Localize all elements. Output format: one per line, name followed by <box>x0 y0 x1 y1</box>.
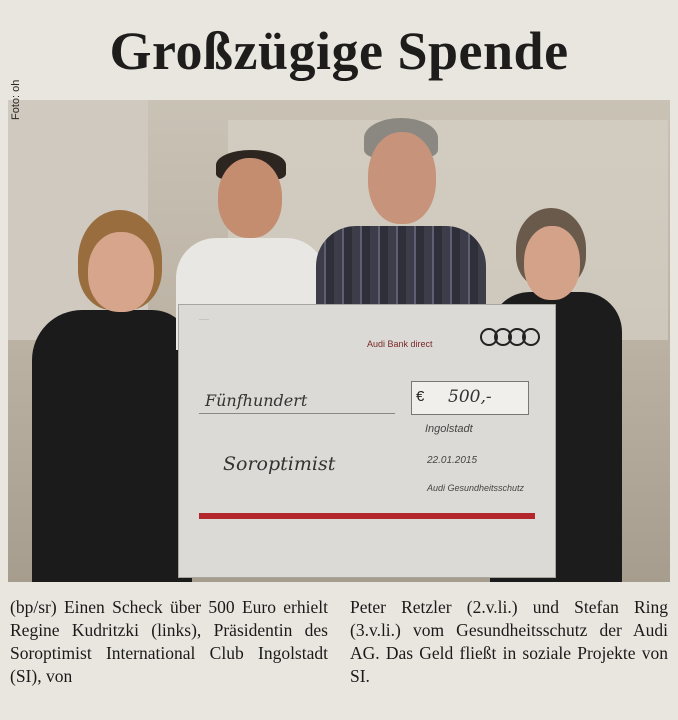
caption-column-2: Peter Retzler (2.v.li.) und Stefan Ring (3.v.li.) vom Gesundheitsschutz der Audi AG. Das Geld fließt in soziale Projekte von SI. <box>350 597 668 686</box>
check-bank-label: Audi Bank direct <box>367 339 433 349</box>
check-amount-box <box>411 381 529 415</box>
check-place: Ingolstadt <box>425 423 473 435</box>
check-amount-words: Fünfhundert <box>205 391 308 410</box>
check-red-stripe <box>199 513 535 519</box>
check-signature: Audi Gesundheitsschutz <box>427 483 525 493</box>
check-date: 22.01.2015 <box>427 455 478 466</box>
audi-rings-logo <box>479 327 541 347</box>
check-payee: Soroptimist <box>223 453 336 475</box>
caption-column-1: (bp/sr) Einen Scheck über 500 Euro erhielt Regine Kudritzki (links), Präsidentin des Soroptimist International Club Ingolstadt (SI), von <box>10 597 328 686</box>
big-check: ····· Audi Bank direct Fünfhundert € 500,- Ingolstadt 22.01.2015 Soroptimist Audi Gesundheitsschutz <box>178 304 556 578</box>
euro-sign: € <box>416 388 425 405</box>
photo-credit: Foto: oh <box>10 79 22 120</box>
check-amount: 500,- <box>448 387 492 407</box>
headline: Großzügige Spende <box>109 21 569 81</box>
person-man-plaid-shirt <box>316 118 486 318</box>
article-photo <box>8 100 670 582</box>
